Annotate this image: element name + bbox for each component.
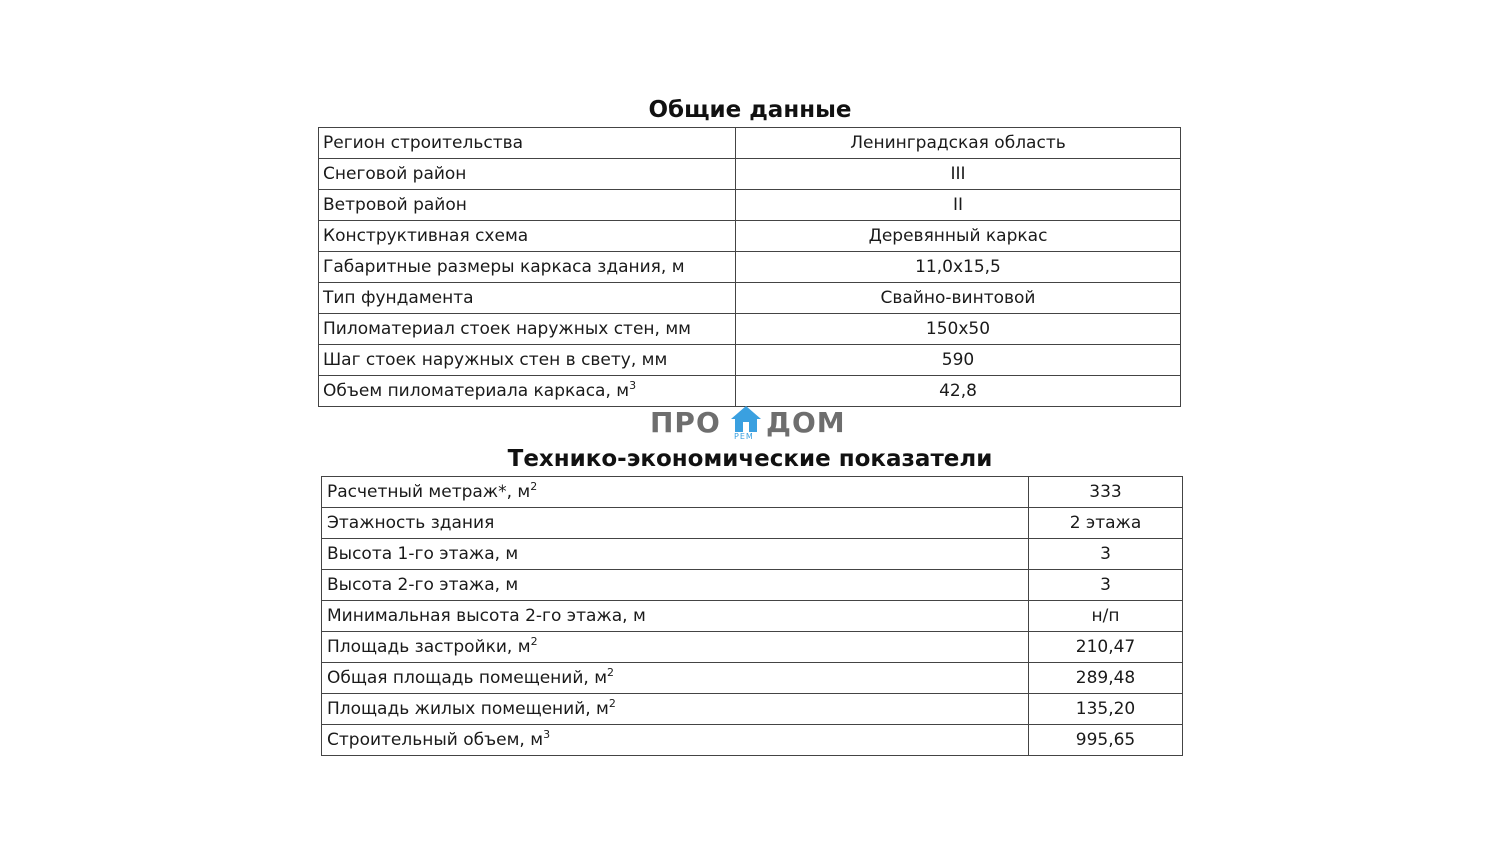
table-row — [322, 725, 1183, 756]
unit-exponent: 2 — [608, 697, 616, 710]
unit-exponent: 3 — [629, 379, 637, 392]
row-value: н/п — [1029, 601, 1183, 632]
row-label-text: Ветровой район — [323, 195, 467, 215]
logo-right-text: ДОМ — [766, 406, 846, 439]
table-row — [322, 570, 1183, 601]
row-label-text: Строительный объем, м — [327, 730, 544, 750]
row-label-text: Минимальная высота 2-го этажа, м — [327, 606, 646, 626]
row-label-text: Тип фундамента — [323, 288, 474, 308]
table-row — [319, 221, 1181, 252]
logo-small-text: РЕМ — [734, 432, 754, 441]
row-value: 42,8 — [736, 376, 1181, 407]
table-row — [319, 252, 1181, 283]
table-row — [322, 694, 1183, 725]
row-value: 3 — [1029, 539, 1183, 570]
row-label — [319, 252, 736, 283]
row-label-text: Площадь жилых помещений, м — [327, 699, 609, 719]
table-row — [319, 190, 1181, 221]
row-label — [322, 570, 1029, 601]
table-row — [322, 632, 1183, 663]
row-label-text: Площадь застройки, м — [327, 637, 531, 657]
row-label-text: Регион строительства — [323, 133, 524, 153]
row-value: 150х50 — [736, 314, 1181, 345]
row-label-text: Высота 1-го этажа, м — [327, 544, 519, 564]
unit-exponent: 3 — [543, 728, 551, 741]
row-value: 2 этажа — [1029, 508, 1183, 539]
table-row — [322, 508, 1183, 539]
row-value: 11,0х15,5 — [736, 252, 1181, 283]
row-value: 333 — [1029, 477, 1183, 508]
row-label — [322, 477, 1029, 508]
table-row — [322, 601, 1183, 632]
row-value: 210,47 — [1029, 632, 1183, 663]
row-label-text: Этажность здания — [327, 513, 495, 533]
row-label — [322, 508, 1029, 539]
table-row — [322, 477, 1183, 508]
unit-exponent: 2 — [530, 635, 538, 648]
row-label-text: Габаритные размеры каркаса здания, м — [323, 257, 685, 277]
row-label — [322, 663, 1029, 694]
row-value: II — [736, 190, 1181, 221]
general-data-table — [318, 127, 1181, 407]
logo-left-text: ПРО — [650, 406, 721, 439]
row-label — [319, 314, 736, 345]
tech-indicators-table — [321, 476, 1183, 756]
row-label — [319, 221, 736, 252]
row-value: 3 — [1029, 570, 1183, 601]
row-label-text: Расчетный метраж*, м — [327, 482, 531, 502]
row-label — [319, 376, 736, 407]
row-value: 135,20 — [1029, 694, 1183, 725]
row-label — [322, 539, 1029, 570]
row-label — [319, 283, 736, 314]
table-row — [319, 314, 1181, 345]
row-label — [322, 632, 1029, 663]
unit-exponent: 2 — [530, 480, 538, 493]
row-label — [319, 159, 736, 190]
table-row — [319, 283, 1181, 314]
row-value: Деревянный каркас — [736, 221, 1181, 252]
table-row — [322, 539, 1183, 570]
row-value: 995,65 — [1029, 725, 1183, 756]
row-label-text: Шаг стоек наружных стен в свету, мм — [323, 350, 668, 370]
table-row — [319, 159, 1181, 190]
general-data-title: Общие данные — [648, 97, 852, 123]
row-label-text: Пиломатериал стоек наружных стен, мм — [323, 319, 691, 339]
row-label — [319, 190, 736, 221]
watermark-logo — [650, 404, 850, 444]
table-row — [319, 345, 1181, 376]
row-value: 590 — [736, 345, 1181, 376]
unit-exponent: 2 — [607, 666, 615, 679]
row-label — [319, 345, 736, 376]
row-label-text: Снеговой район — [323, 164, 467, 184]
row-value: Ленинградская область — [736, 128, 1181, 159]
row-label-text: Конструктивная схема — [323, 226, 529, 246]
table-row — [319, 376, 1181, 407]
tech-indicators-title: Технико-экономические показатели — [507, 446, 993, 472]
row-label-text: Высота 2-го этажа, м — [327, 575, 519, 595]
row-label — [322, 725, 1029, 756]
row-label — [319, 128, 736, 159]
row-value: III — [736, 159, 1181, 190]
row-value: Свайно-винтовой — [736, 283, 1181, 314]
row-label — [322, 601, 1029, 632]
row-label-text: Объем пиломатериала каркаса, м — [323, 381, 630, 401]
row-value: 289,48 — [1029, 663, 1183, 694]
row-label-text: Общая площадь помещений, м — [327, 668, 608, 688]
row-label — [322, 694, 1029, 725]
table-row — [322, 663, 1183, 694]
table-row — [319, 128, 1181, 159]
